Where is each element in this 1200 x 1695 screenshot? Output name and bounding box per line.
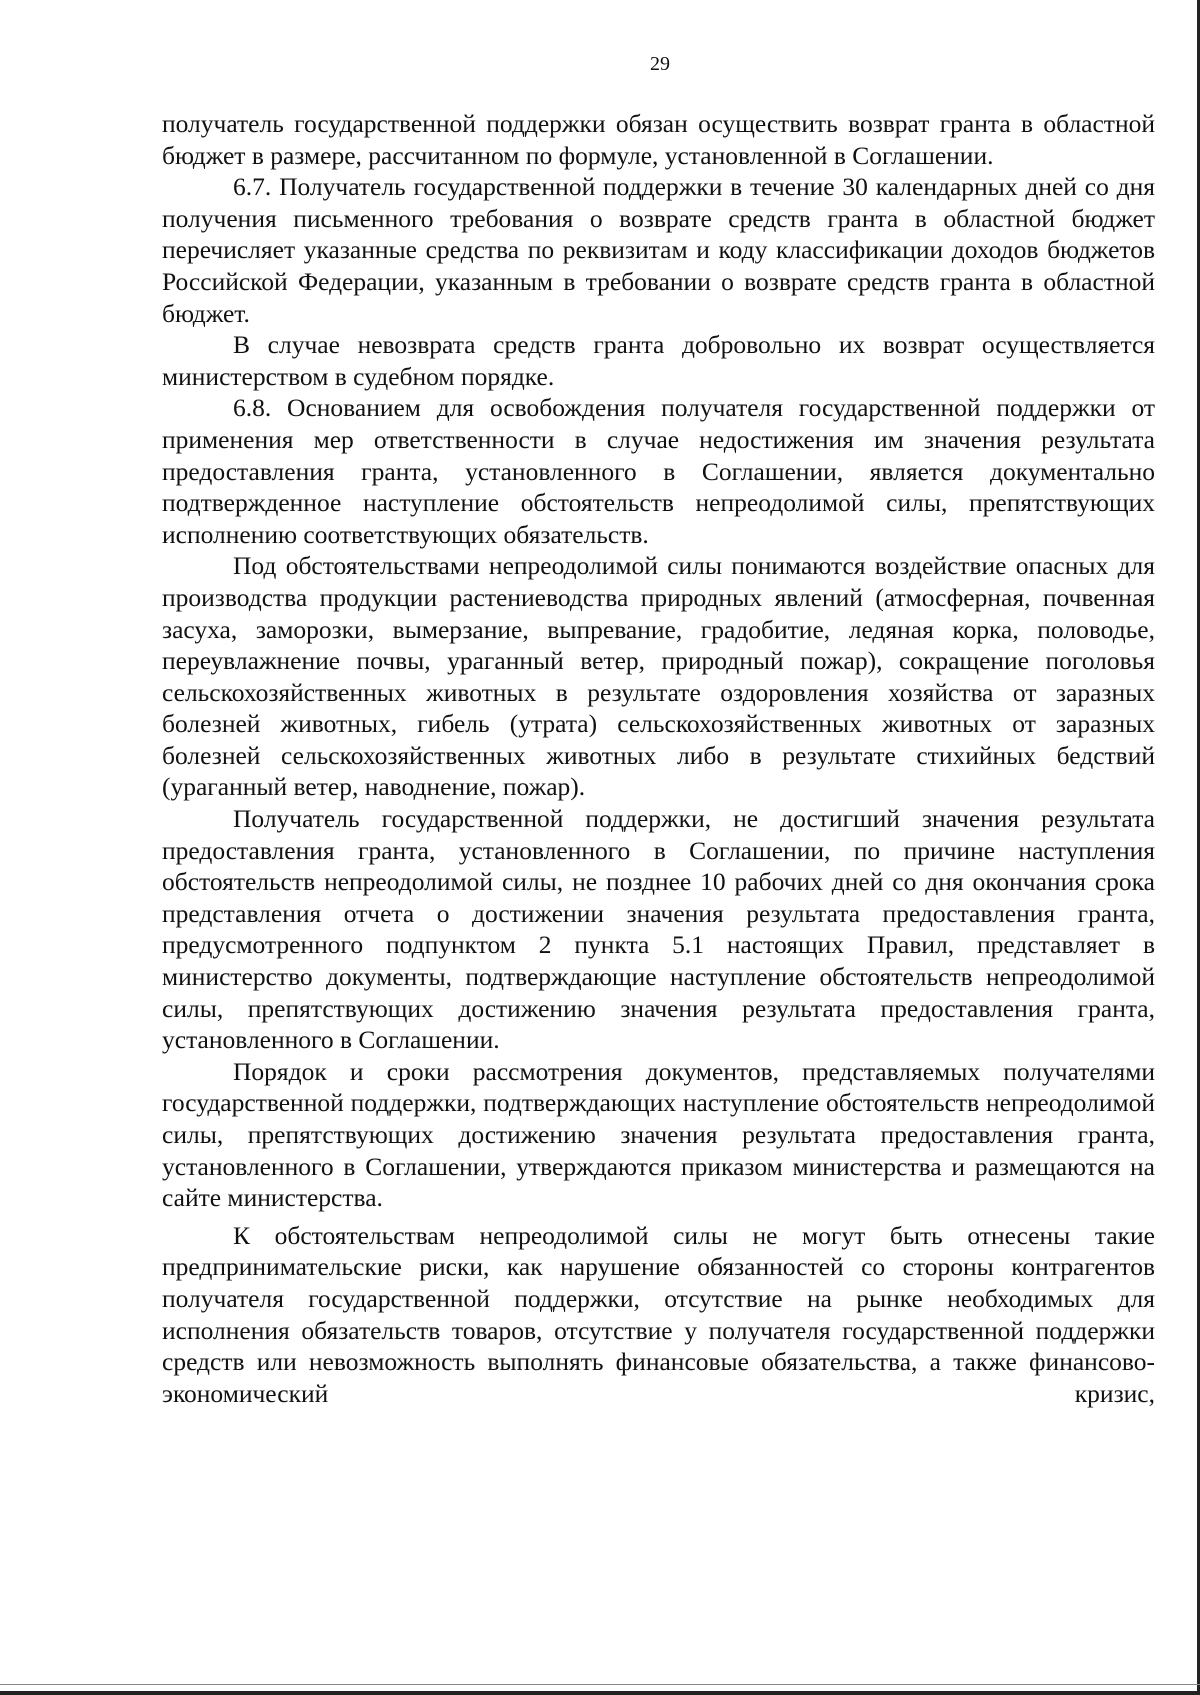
paragraph-continuation: получатель государственной поддержки обязан осуществить возврат гранта в областной бюджет в размере, рассчитанном по формуле, установленной в Соглашении. xyxy=(162,109,1155,170)
paragraph-exclusions: К обстоятельствам непреодолимой силы не могут быть отнесены такие предпринимательские риски, как нарушение обязанностей со стороны контрагентов получателя государственной поддержки, отсутствие на рынке необходимых для исполнения обязательств товаров, отсутствие у получателя государственной поддержки средств или невозможность выполнять финансовые обязательства, а также финансово-экономический кризис, xyxy=(162,1220,1155,1408)
paragraph-recipient-obligation: Получатель государственной поддержки, не достигший значения результата предоставления гранта, установленного в Соглашении, по причине наступления обстоятельств непреодолимой силы, не позднее 10 рабочих дней со дня окончания срока представления отчета о достижении значения результата предоставления гранта, предусмотренного подпунктом 2 пункта 5.1 настоящих Правил, представляет в министерство документы, подтверждающие наступление обстоятельств непреодолимой силы, препятствующих достижению значения результата предоставления гранта, установленного в Соглашении. xyxy=(162,804,1155,1055)
scan-edge-bottom-line xyxy=(0,1684,1200,1685)
paragraph-review-procedure: Порядок и сроки рассмотрения документов, представляемых получателями государственной поддержки, подтверждающих наступление обстоятельств непреодолимой силы, препятствующих достижению значения результата предоставления гранта, установленного в Соглашении, утверждаются приказом министерства и размещаются на сайте министерства. xyxy=(162,1056,1155,1213)
paragraph-6-7: 6.7. Получатель государственной поддержки в течение 30 календарных дней со дня получения письменного требования о возврате средств гранта в областной бюджет перечисляет указанные средства по реквизитам и коду классификации доходов бюджетов Российской Федерации, указанным в требовании о возврате средств гранта в областной бюджет. xyxy=(162,172,1155,328)
paragraph-non-return: В случае невозврата средств гранта добровольно их возврат осуществляется министерством в судебном порядке. xyxy=(162,330,1155,391)
page-number: 29 xyxy=(650,53,670,75)
scan-edge-bottom xyxy=(0,1691,1200,1695)
paragraph-6-8: 6.8. Основанием для освобождения получателя государственной поддержки от применения мер ответственности в случае недостижения им значения результата предоставления гранта, установленного в Соглашении, является документально подтвержденное наступление обстоятельств непреодолимой силы, препятствующих исполнению соответствующих обязательств. xyxy=(162,393,1155,549)
paragraph-force-majeure-definition: Под обстоятельствами непреодолимой силы понимаются воздействие опасных для производства продукции растениеводства природных явлений (атмосферная, почвенная засуха, заморозки, вымерзание, выпревание, градобитие, ледяная корка, половодье, переувлажнение почвы, ураганный ветер, природный пожар), сокращение поголовья сельскохозяйственных животных в результате оздоровления хозяйства от заразных болезней животных, гибель (утрата) сельскохозяйственных животных от заразных болезней сельскохозяйственных животных либо в результате стихийных бедствий (ураганный ветер, наводнение, пожар). xyxy=(162,551,1155,802)
document-body xyxy=(162,108,1155,1409)
